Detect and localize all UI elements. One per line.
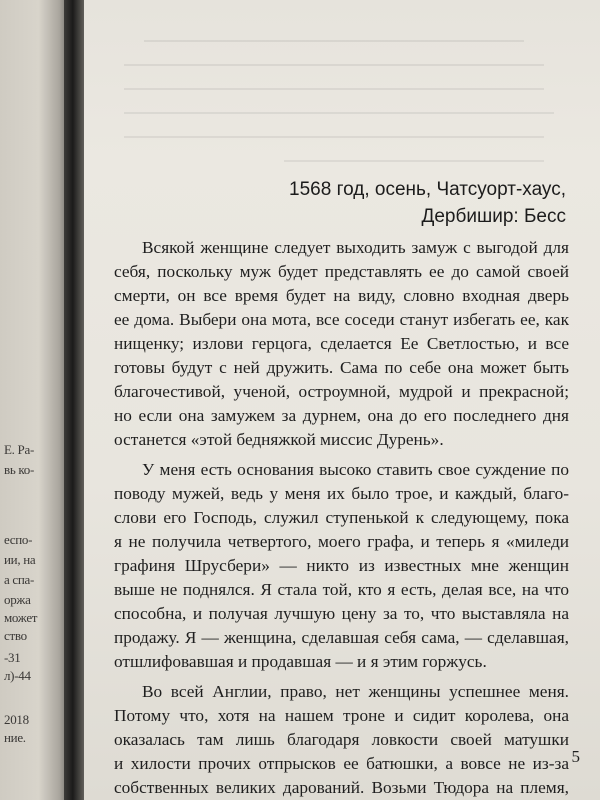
text-line: собственных великих дарований. Возьми Тюдора на племя,	[114, 778, 569, 797]
text-line: оказалась там лишь благодаря ловкости своей матушки	[114, 730, 569, 749]
heading-line: Дербишир: Бесс	[421, 206, 566, 227]
left-fragment: 2018	[4, 712, 29, 727]
page-number: 5	[571, 747, 580, 766]
text-line: но если она замужем за дурнем, она до его последнего дня	[114, 406, 569, 425]
text-line: Во всей Англии, право, нет женщины успешнее меня.	[142, 682, 569, 701]
text-line: способна, и получая лучшую цену за то, что выставляла на	[114, 604, 569, 623]
left-fragment: л)-44	[4, 668, 31, 683]
text-line: поводу мужей, ведь у меня их было трое, и каждый, благо-	[114, 484, 569, 503]
body-text	[114, 236, 569, 800]
text-line: отшлифовавшая и продавшая — и я этим горжусь.	[114, 652, 487, 671]
left-fragment: а спа-	[4, 572, 35, 587]
text-line: благочестивой, ученой, остроумной, мудрой и прекрасной;	[114, 382, 569, 401]
left-fragment: ство	[4, 628, 27, 643]
left-fragment: -31	[4, 650, 21, 665]
left-fragment: еспо-	[4, 532, 33, 547]
heading-line: 1568 год, осень, Чатсуорт-хаус,	[289, 179, 566, 200]
text-line: себя, поскольку муж будет представлять ее до самой своей	[114, 262, 569, 281]
text-line: выше не поднялся. Я стала той, кто я есть, делая все, на что	[114, 580, 569, 599]
text-line: Всякой женщине следует выходить замуж с выгодой для	[142, 238, 569, 257]
book-gutter	[64, 0, 86, 800]
text-line: останется «этой бедняжкой миссис Дурень».	[114, 430, 444, 449]
left-fragment: ии, на	[4, 552, 36, 567]
left-fragment: вь ко-	[4, 462, 35, 477]
left-fragment: Е. Ра-	[4, 442, 34, 457]
left-fragment: может	[4, 610, 38, 625]
left-fragment: ние.	[4, 730, 26, 745]
text-line: я не получила четвертого, моего графа, и теперь я «миледи	[114, 532, 569, 551]
text-line: смерти, он все время будет на виду, словно входная дверь	[114, 286, 569, 305]
text-line: нищенку; излови герцога, сделается Ее Светлостью, и все	[114, 334, 569, 353]
chapter-heading	[146, 176, 566, 230]
text-line: У меня есть основания высоко ставить свое суждение по	[142, 460, 569, 479]
text-line: готовы будут с ней дружить. Сама по себе она может быть	[114, 358, 569, 377]
text-line: графиня Шрусбери» — никто из известных мне женщин	[114, 556, 569, 575]
text-line: ее дома. Выбери она мота, все соседи станут избегать ее, как	[114, 310, 569, 329]
text-line: слови его Господь, служил ступенькой к следующему, пока	[114, 508, 569, 527]
text-line: продажу. Я — женщина, сделавшая себя сама, — сделавшая,	[114, 628, 569, 647]
book-page	[84, 0, 600, 800]
text-line: Потому что, хотя на нашем троне и сидит королева, она	[114, 706, 569, 725]
left-fragment: оржа	[4, 592, 31, 607]
left-page-edge	[0, 0, 70, 800]
text-line: и хилости прочих отпрысков ее батюшки, а вовсе не из-за	[114, 754, 569, 773]
